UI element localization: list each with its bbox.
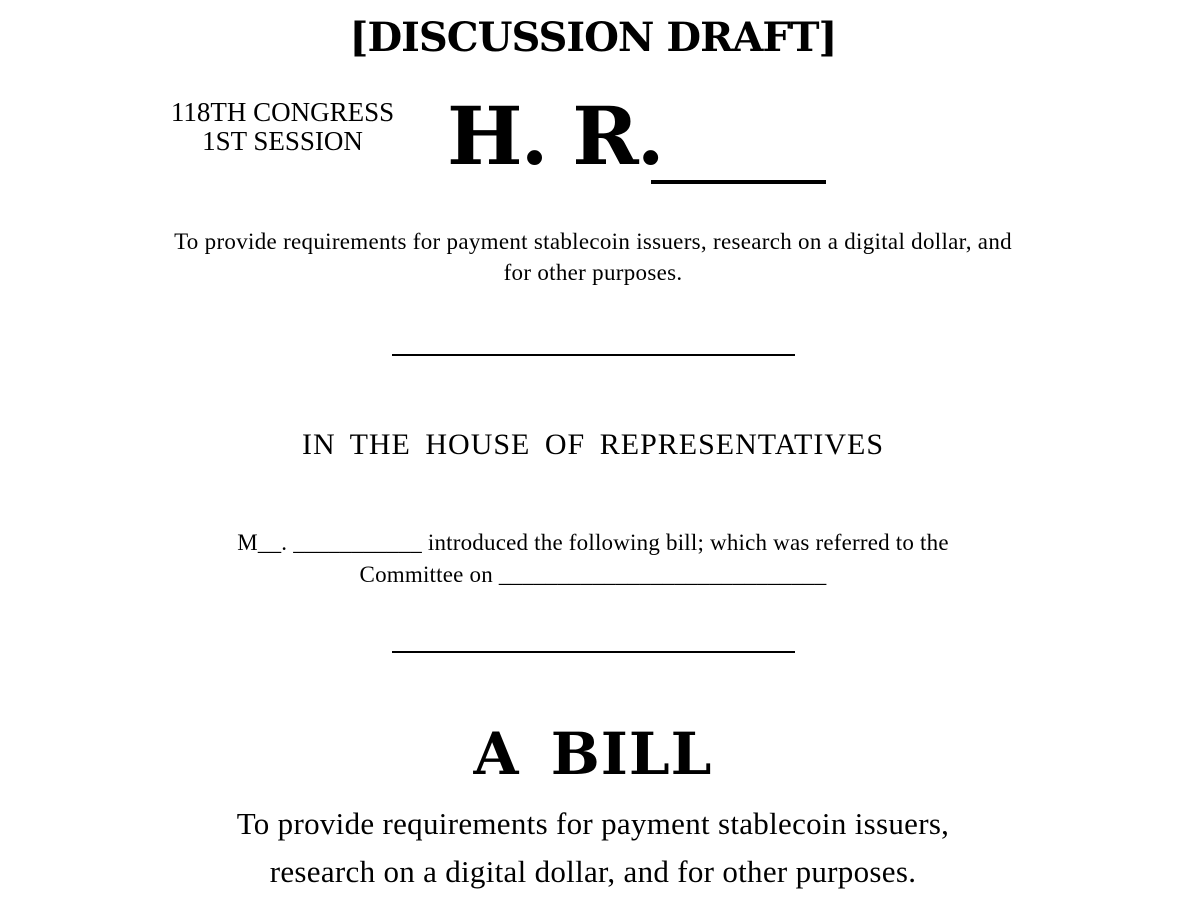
bill-title-line: To provide requirements for payment stablecoin issuers,	[236, 806, 950, 841]
bill-title-line: research on a digital dollar, and for other purposes.	[269, 854, 917, 889]
bill-title	[150, 800, 1036, 896]
session-label: 1ST SESSION	[202, 126, 363, 156]
chamber-heading: IN THE HOUSE OF REPRESENTATIVES	[301, 428, 885, 461]
bill-designation: H. R.	[447, 89, 663, 183]
discussion-draft-label: [DISCUSSION DRAFT]	[349, 14, 837, 61]
committee-line: Committee on ____________________________	[359, 562, 827, 587]
purpose-caption: To provide requirements for payment stablecoin issuers, research on a digital dollar, and for other purposes.	[174, 229, 1012, 285]
congress-session-block	[140, 98, 425, 156]
introduction-line: M__. ___________ introduced the following bill; which was referred to the	[237, 530, 949, 555]
bill-heading: A BILL	[473, 720, 713, 788]
divider-rule	[392, 651, 795, 653]
bill-number-blank	[651, 180, 826, 184]
divider-rule	[392, 354, 795, 356]
introduction-statement	[150, 527, 1036, 591]
congress-label: 118TH CONGRESS	[170, 97, 395, 127]
